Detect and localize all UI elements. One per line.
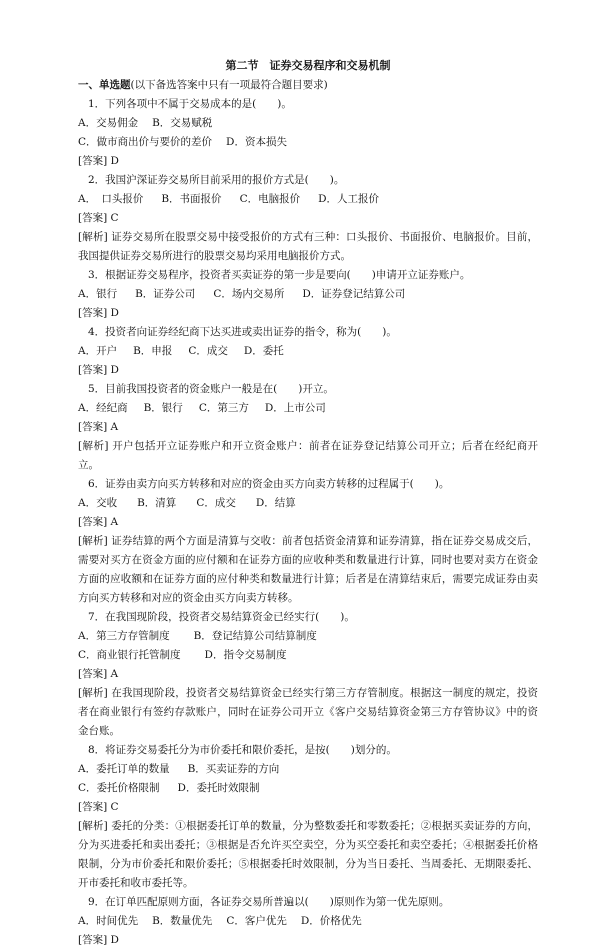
answer: [答案] A bbox=[78, 668, 119, 680]
section-note: (以下备选答案中只有一项最符合题目要求) bbox=[130, 79, 328, 91]
option-b: B．清算 bbox=[137, 497, 177, 509]
question-stem: 3．根据证券交易程序，投资者买卖证券的第一步是要向( )申请开立证券账户。 bbox=[88, 269, 471, 281]
option-a: A．开户 bbox=[78, 345, 118, 357]
option-b: B．银行 bbox=[143, 402, 183, 414]
question-stem: 8．将证券交易委托分为市价委托和限价委托，是按( )划分的。 bbox=[88, 744, 397, 756]
question-stem: 5．目前我国投资者的资金账户一般是在( )开立。 bbox=[88, 383, 334, 395]
option-a: A．经纪商 bbox=[78, 402, 128, 414]
option-b: B．申报 bbox=[133, 345, 173, 357]
question-stem: 6．证券由卖方向买方转移和对应的资金由买方向卖方转移的过程属于( )。 bbox=[88, 478, 450, 490]
question-stem: 4．投资者向证券经纪商下达买进或卖出证券的指令，称为( )。 bbox=[88, 326, 397, 338]
option-b: B．证券公司 bbox=[135, 288, 196, 300]
option-d: D．人工报价 bbox=[318, 193, 380, 205]
option-d: D．委托时效限制 bbox=[177, 782, 260, 794]
option-b: B．交易赋税 bbox=[152, 117, 213, 129]
question-4 bbox=[78, 323, 538, 380]
option-c: C．成交 bbox=[188, 345, 228, 357]
option-b: B．买卖证券的方向 bbox=[187, 763, 280, 775]
option-a: A． 口头报价 bbox=[78, 193, 144, 205]
answer: [答案] A bbox=[78, 516, 119, 528]
options-row bbox=[78, 342, 538, 361]
question-stem: 1．下列各项中不属于交易成本的是( )。 bbox=[88, 98, 292, 110]
options-row bbox=[78, 133, 538, 152]
option-d: D．委托 bbox=[243, 345, 284, 357]
question-5 bbox=[78, 380, 538, 475]
section-heading bbox=[78, 76, 538, 95]
question-3 bbox=[78, 266, 538, 323]
answer: [答案] D bbox=[78, 307, 119, 319]
options-row bbox=[78, 399, 538, 418]
option-c: C．委托价格限制 bbox=[78, 782, 160, 794]
question-7 bbox=[78, 608, 538, 741]
option-c: C．第三方 bbox=[198, 402, 249, 414]
answer: [答案] D bbox=[78, 155, 119, 167]
options-row bbox=[78, 627, 538, 646]
option-d: D．证券登记结算公司 bbox=[302, 288, 406, 300]
options-row bbox=[78, 760, 538, 779]
option-c: C．商业银行托管制度 bbox=[78, 649, 181, 661]
option-c: C．客户优先 bbox=[226, 915, 287, 927]
option-c: C．做市商出价与要价的差价 bbox=[78, 136, 213, 148]
question-stem: 9．在订单匹配原则方面，各证券交易所普遍以( )原则作为第一优先原则。 bbox=[88, 896, 450, 908]
analysis: [解析] 证券交易所在股票交易中接受报价的方式有三种：口头报价、书面报价、电脑报价。目前，我国提供证券交易所进行的股票交易均采用电脑报价方式。 bbox=[78, 231, 538, 262]
option-c: C．场内交易所 bbox=[213, 288, 285, 300]
option-d: D．结算 bbox=[255, 497, 296, 509]
option-a: A．第三方存管制度 bbox=[78, 630, 170, 642]
option-c: C．电脑报价 bbox=[239, 193, 301, 205]
question-8 bbox=[78, 741, 538, 893]
answer: [答案] A bbox=[78, 421, 119, 433]
option-b: B．书面报价 bbox=[161, 193, 222, 205]
section-label: 一、单选题 bbox=[78, 79, 131, 91]
option-a: A．交易佣金 bbox=[78, 117, 139, 129]
option-a: A．委托订单的数量 bbox=[78, 763, 170, 775]
question-1 bbox=[78, 95, 538, 171]
question-6 bbox=[78, 475, 538, 608]
analysis: [解析] 开户包括开立证券账户和开立资金账户：前者在证券登记结算公司开立；后者在经纪商开立。 bbox=[78, 440, 538, 471]
analysis: [解析] 在我国现阶段，投资者交易结算资金已经实行第三方存管制度。根据这一制度的规定，投资者在商业银行有签约存款账户，同时在证券公司开立《客户交易结算资金第三方存管协议》中的资金台账。 bbox=[78, 687, 538, 737]
answer: [答案] D bbox=[78, 364, 119, 376]
answer: [答案] C bbox=[78, 212, 119, 224]
option-a: A．时间优先 bbox=[78, 915, 139, 927]
options-row bbox=[78, 285, 538, 304]
question-stem: 2．我国沪深证券交易所目前采用的报价方式是( )。 bbox=[88, 174, 345, 186]
options-row bbox=[78, 114, 538, 133]
question-stem: 7．在我国现阶段，投资者交易结算资金已经实行( )。 bbox=[88, 611, 355, 623]
options-row bbox=[78, 494, 538, 513]
question-9 bbox=[78, 893, 538, 950]
answer: [答案] D bbox=[78, 934, 119, 946]
analysis: [解析] 证券结算的两个方面是清算与交收：前者包括资金清算和证券清算，指在证券交易成交后，需要对买方在资金方面的应付额和在证券方面的应收种类和数量进行计算，同时也要对卖方在资金方面的应收额和在证券方面的应付种类和数量进行计算；后者是在清算结束后，需要完成证券由卖方向买方转移和对应的资金由买方向卖方转移。 bbox=[78, 535, 538, 604]
question-list bbox=[78, 95, 538, 950]
options-row bbox=[78, 779, 538, 798]
option-a: A．银行 bbox=[78, 288, 118, 300]
option-a: A．交收 bbox=[78, 497, 118, 509]
option-d: D．上市公司 bbox=[264, 402, 326, 414]
page-title: 第二节 证券交易程序和交易机制 bbox=[225, 59, 391, 72]
option-c: C．成交 bbox=[196, 497, 236, 509]
option-d: D．指令交易制度 bbox=[204, 649, 287, 661]
options-row bbox=[78, 190, 538, 209]
option-b: B．登记结算公司结算制度 bbox=[193, 630, 317, 642]
options-row bbox=[78, 912, 538, 931]
option-b: B．数量优先 bbox=[152, 915, 213, 927]
analysis: [解析] 委托的分类：①根据委托订单的数量，分为整数委托和零数委托；②根据买卖证券的方向，分为买进委托和卖出委托；③根据是否允许买空卖空，分为买空委托和卖空委托；④根据委托价格限制，分为市价委托和限价委托；⑤根据委托时效限制，分为当日委托、当周委托、无期限委托、开市委托和收市委托等。 bbox=[78, 820, 538, 889]
option-d: D．资本损失 bbox=[226, 136, 287, 148]
answer: [答案] C bbox=[78, 801, 119, 813]
option-d: D．价格优先 bbox=[300, 915, 362, 927]
options-row bbox=[78, 646, 538, 665]
question-2 bbox=[78, 171, 538, 266]
